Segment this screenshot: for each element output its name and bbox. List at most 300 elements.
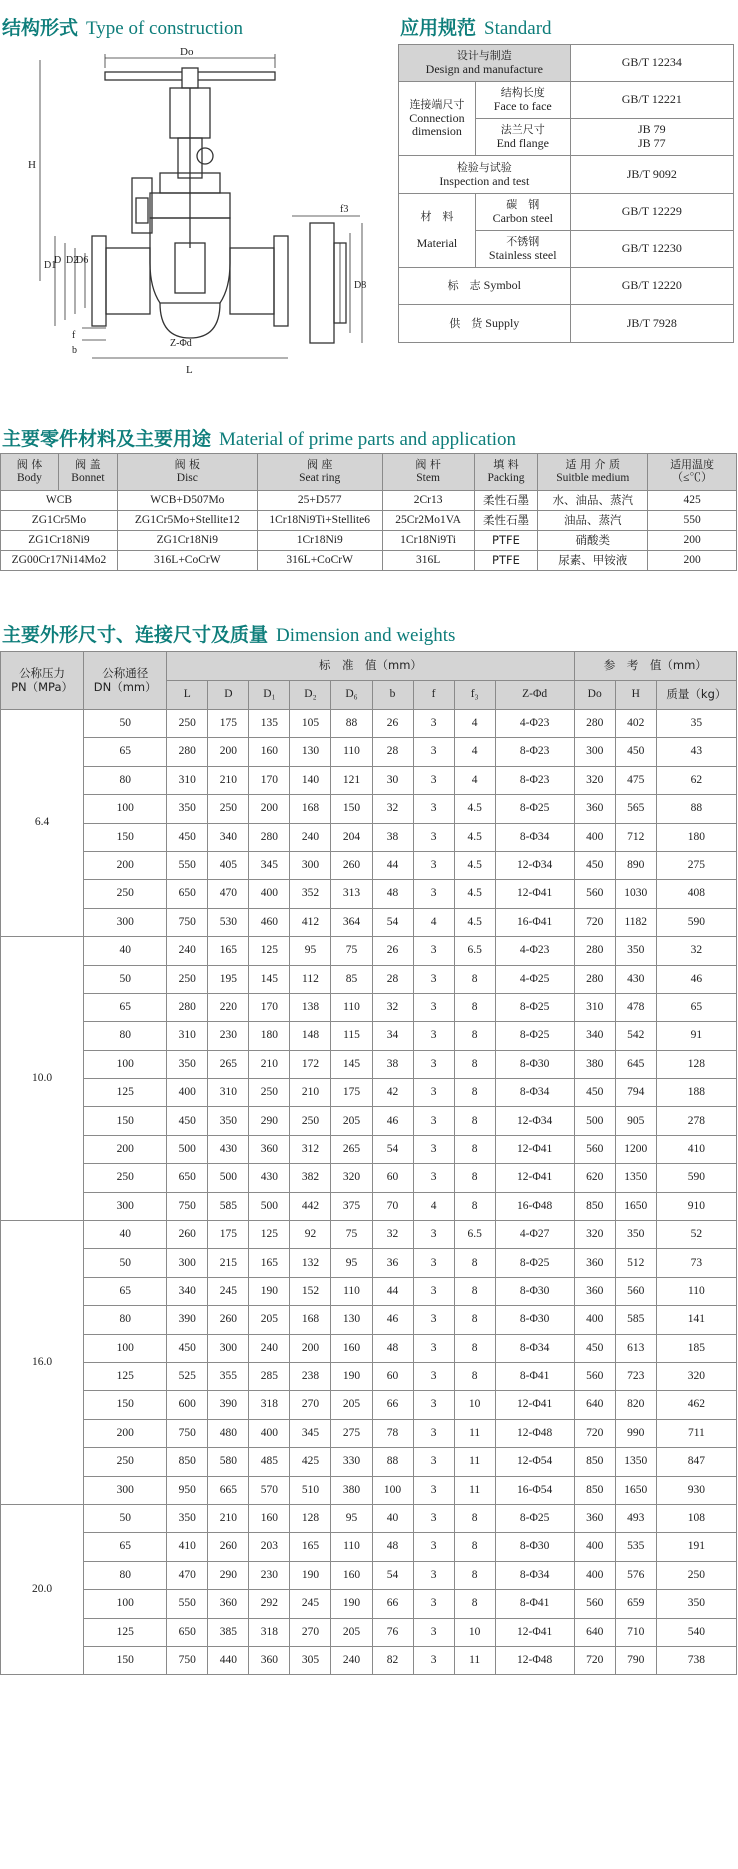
dimension-cell: 3 <box>413 1561 454 1589</box>
pn-cell: 20.0 <box>1 1504 84 1674</box>
dimension-cell: 88 <box>656 795 736 823</box>
material-cn: 材 料 <box>420 209 454 223</box>
dimension-cell: 12-Φ41 <box>495 1391 574 1419</box>
connection-en1: Connection <box>409 110 465 125</box>
dimension-row <box>1 1164 737 1192</box>
dimension-cell: 250 <box>84 1448 167 1476</box>
dimension-cell: 1650 <box>615 1192 656 1220</box>
material-heading-en: Material of prime parts and application <box>219 429 517 450</box>
dimension-cell: 275 <box>331 1419 372 1447</box>
dimension-cell: 150 <box>84 1391 167 1419</box>
dimension-cell: 8 <box>454 1164 495 1192</box>
dimension-cell: 310 <box>208 1079 249 1107</box>
material-cell-packing: PTFE <box>474 551 538 571</box>
material-cell-disc: ZG1Cr5Mo+Stellite12 <box>117 511 257 531</box>
dimension-cell: 8 <box>454 1533 495 1561</box>
dimension-cell: 410 <box>167 1533 208 1561</box>
standard-heading-en: Standard <box>484 18 552 39</box>
material-header-en: （≤℃） <box>671 472 713 484</box>
dimension-cell: 318 <box>249 1618 290 1646</box>
dimension-cell: 3 <box>413 937 454 965</box>
dimension-cell: 3 <box>413 1533 454 1561</box>
material-header-cell <box>538 454 648 491</box>
dimension-cell: 560 <box>574 1362 615 1390</box>
dimension-cell: 950 <box>167 1476 208 1504</box>
material-cell-body-bonnet: ZG00Cr17Ni14Mo2 <box>1 551 118 571</box>
dimension-cell: 180 <box>249 1022 290 1050</box>
inspection-cn: 检验与试验 <box>456 160 512 174</box>
dimension-cell: 4 <box>454 766 495 794</box>
dimension-cell: 245 <box>208 1277 249 1305</box>
dimension-cell: 1030 <box>615 880 656 908</box>
dimension-cell: 4.5 <box>454 908 495 936</box>
dimension-cell: 100 <box>372 1476 413 1504</box>
dimension-cell: 125 <box>84 1079 167 1107</box>
dimension-cell: 160 <box>331 1561 372 1589</box>
dimension-cell: 542 <box>615 1022 656 1050</box>
dimension-cell: 8-Φ25 <box>495 993 574 1021</box>
dimension-cell: 8-Φ23 <box>495 766 574 794</box>
material-header-cell <box>648 454 737 491</box>
dimension-cell: 140 <box>290 766 331 794</box>
dimension-cell: 128 <box>290 1504 331 1532</box>
construction-heading-cn: 结构形式 <box>2 17 79 39</box>
dimension-cell: 1182 <box>615 908 656 936</box>
column-header: 质量（kg） <box>656 681 736 710</box>
dimension-cell: 712 <box>615 823 656 851</box>
dimension-cell: 73 <box>656 1249 736 1277</box>
dimension-row <box>1 1533 737 1561</box>
dimension-cell: 4.5 <box>454 880 495 908</box>
dimension-cell: 320 <box>574 1221 615 1249</box>
dimension-cell: 265 <box>208 1050 249 1078</box>
dimension-cell: 408 <box>656 880 736 908</box>
dimension-cell: 292 <box>249 1590 290 1618</box>
dimension-cell: 11 <box>454 1448 495 1476</box>
dimension-row <box>1 1590 737 1618</box>
dimension-cell: 478 <box>615 993 656 1021</box>
dimension-cell: 12-Φ34 <box>495 851 574 879</box>
dimension-table <box>0 651 737 1675</box>
dimension-cell: 28 <box>372 965 413 993</box>
label-d6: D6 <box>76 255 89 266</box>
dimension-cell: 1350 <box>615 1164 656 1192</box>
dimension-cell: 305 <box>290 1646 331 1674</box>
dimension-cell: 375 <box>331 1192 372 1220</box>
dimension-cell: 4 <box>454 738 495 766</box>
construction-heading-en: Type of construction <box>86 18 243 39</box>
dimension-cell: 405 <box>208 851 249 879</box>
dimension-cell: 330 <box>331 1448 372 1476</box>
dimension-cell: 3 <box>413 993 454 1021</box>
supply-cell <box>399 305 571 343</box>
dimension-cell: 350 <box>167 795 208 823</box>
dimension-cell: 12-Φ41 <box>495 880 574 908</box>
dimension-cell: 128 <box>656 1050 736 1078</box>
material-cell-disc: 316L+CoCrW <box>117 551 257 571</box>
dimension-cell: 265 <box>331 1135 372 1163</box>
dimension-cell: 3 <box>413 823 454 851</box>
dimension-cell: 66 <box>372 1590 413 1618</box>
dimension-cell: 350 <box>167 1504 208 1532</box>
dimension-cell: 390 <box>208 1391 249 1419</box>
dimension-cell: 285 <box>249 1362 290 1390</box>
dimension-cell: 8 <box>454 993 495 1021</box>
dimension-cell: 930 <box>656 1476 736 1504</box>
dimension-row <box>1 1192 737 1220</box>
dimension-cell: 580 <box>208 1448 249 1476</box>
dimension-cell: 8 <box>454 1334 495 1362</box>
dimension-cell: 203 <box>249 1533 290 1561</box>
dimension-row <box>1 1618 737 1646</box>
dimension-cell: 125 <box>249 937 290 965</box>
dimension-cell: 3 <box>413 1476 454 1504</box>
design-cn: 设计与制造 <box>456 49 512 63</box>
dimension-cell: 650 <box>167 1618 208 1646</box>
dimension-cell: 200 <box>249 795 290 823</box>
dimension-cell: 480 <box>208 1419 249 1447</box>
dimension-cell: 205 <box>249 1306 290 1334</box>
dimension-cell: 54 <box>372 1135 413 1163</box>
dimension-cell: 535 <box>615 1533 656 1561</box>
dimension-cell: 3 <box>413 1448 454 1476</box>
dimension-cell: 352 <box>290 880 331 908</box>
dimension-cell: 50 <box>84 965 167 993</box>
dimension-cell: 240 <box>290 823 331 851</box>
dimension-cell: 512 <box>615 1249 656 1277</box>
dimension-cell: 300 <box>84 908 167 936</box>
dimension-cell: 205 <box>331 1391 372 1419</box>
dimension-cell: 3 <box>413 1306 454 1334</box>
dimension-cell: 8 <box>454 965 495 993</box>
dimension-cell: 890 <box>615 851 656 879</box>
dimension-cell: 402 <box>615 710 656 738</box>
dimension-cell: 550 <box>167 851 208 879</box>
dimension-cell: 847 <box>656 1448 736 1476</box>
dimension-cell: 12-Φ34 <box>495 1107 574 1135</box>
pn-cell: 10.0 <box>1 937 84 1221</box>
dimension-cell: 720 <box>574 1646 615 1674</box>
inspection-en: Inspection and test <box>439 173 530 188</box>
material-row <box>1 551 737 571</box>
dimension-cell: 188 <box>656 1079 736 1107</box>
dimension-cell: 38 <box>372 1050 413 1078</box>
dimension-cell: 640 <box>574 1391 615 1419</box>
dimension-cell: 70 <box>372 1192 413 1220</box>
dimension-cell: 8 <box>454 1022 495 1050</box>
dimension-cell: 442 <box>290 1192 331 1220</box>
dimension-cell: 138 <box>290 993 331 1021</box>
dimension-cell: 150 <box>84 1646 167 1674</box>
dimension-cell: 6.5 <box>454 1221 495 1249</box>
dimension-cell: 48 <box>372 1334 413 1362</box>
dimension-cell: 360 <box>249 1646 290 1674</box>
dimension-cell: 200 <box>208 738 249 766</box>
dimension-cell: 400 <box>574 1533 615 1561</box>
dimension-cell: 95 <box>331 1249 372 1277</box>
face-cell <box>475 82 570 119</box>
dimension-cell: 60 <box>372 1164 413 1192</box>
dimension-row <box>1 1646 737 1674</box>
dimension-cell: 350 <box>656 1590 736 1618</box>
dimension-cell: 1650 <box>615 1476 656 1504</box>
face-value: GB/T 12221 <box>570 82 733 119</box>
dimension-cell: 4-Φ25 <box>495 965 574 993</box>
dimension-cell: 190 <box>249 1277 290 1305</box>
pn-header <box>1 652 84 710</box>
dimension-cell: 82 <box>372 1646 413 1674</box>
standard-row-design <box>399 45 734 82</box>
dimension-cell: 320 <box>656 1362 736 1390</box>
reference-value-header: 参 考 值（mm） <box>574 652 736 681</box>
material-cell-medium: 硝酸类 <box>538 531 648 551</box>
dimension-cell: 280 <box>574 710 615 738</box>
dimension-cell: 110 <box>331 738 372 766</box>
dimension-cell: 210 <box>249 1050 290 1078</box>
dimension-cell: 345 <box>249 851 290 879</box>
design-cell <box>399 45 571 82</box>
dimension-cell: 385 <box>208 1618 249 1646</box>
dimension-cell: 590 <box>656 908 736 936</box>
material-header-cn: 适 用 介 质 <box>565 457 621 471</box>
dimension-cell: 50 <box>84 1249 167 1277</box>
dimension-cell: 364 <box>331 908 372 936</box>
symbol-value: GB/T 12220 <box>570 268 733 305</box>
dimension-cell: 850 <box>574 1476 615 1504</box>
dimension-cell: 34 <box>372 1022 413 1050</box>
standard-row-carbon <box>399 194 734 231</box>
standard-row-face <box>399 82 734 119</box>
material-header-cell <box>1 454 59 491</box>
dimension-cell: 10 <box>454 1618 495 1646</box>
dimension-cell: 250 <box>84 880 167 908</box>
dimension-cell: 250 <box>167 710 208 738</box>
dimension-cell: 16-Φ48 <box>495 1192 574 1220</box>
dimension-cell: 430 <box>249 1164 290 1192</box>
dimension-cell: 52 <box>656 1221 736 1249</box>
dimension-cell: 12-Φ41 <box>495 1618 574 1646</box>
material-header-en: Packing <box>487 472 525 484</box>
dimension-cell: 794 <box>615 1079 656 1107</box>
dimension-cell: 44 <box>372 1277 413 1305</box>
dimension-cell: 3 <box>413 1419 454 1447</box>
material-cell-seat: 316L+CoCrW <box>257 551 382 571</box>
flange-en: End flange <box>496 136 549 150</box>
dimension-cell: 750 <box>167 1192 208 1220</box>
dimension-cell: 4-Φ23 <box>495 937 574 965</box>
dimension-cell: 462 <box>656 1391 736 1419</box>
dimension-cell: 16-Φ41 <box>495 908 574 936</box>
dimension-cell: 175 <box>331 1079 372 1107</box>
dimension-cell: 85 <box>331 965 372 993</box>
label-do: Do <box>180 48 194 58</box>
dimension-cell: 250 <box>656 1561 736 1589</box>
dimension-cell: 88 <box>331 710 372 738</box>
supply-en: Supply <box>485 315 520 330</box>
dimension-cell: 3 <box>413 1107 454 1135</box>
dimension-cell: 100 <box>84 1590 167 1618</box>
dimension-cell: 8-Φ25 <box>495 795 574 823</box>
label-f: f <box>72 330 76 341</box>
dimension-cell: 95 <box>331 1504 372 1532</box>
dimension-cell: 11 <box>454 1476 495 1504</box>
dimension-cell: 560 <box>615 1277 656 1305</box>
dimension-cell: 8-Φ41 <box>495 1362 574 1390</box>
dimension-cell: 500 <box>249 1192 290 1220</box>
dimension-cell: 3 <box>413 795 454 823</box>
material-cell-packing: 柔性石墨 <box>474 491 538 511</box>
dimension-row <box>1 823 737 851</box>
dimension-cell: 430 <box>615 965 656 993</box>
dimension-cell: 280 <box>167 993 208 1021</box>
standard-row-symbol <box>399 268 734 305</box>
dimension-cell: 645 <box>615 1050 656 1078</box>
dimension-cell: 204 <box>331 823 372 851</box>
dimension-cell: 650 <box>167 880 208 908</box>
inspection-cell <box>399 156 571 194</box>
material-row <box>1 531 737 551</box>
dimension-cell: 200 <box>84 1135 167 1163</box>
connection-en2: dimension <box>411 124 462 139</box>
dimension-cell: 750 <box>167 908 208 936</box>
dimension-cell: 175 <box>208 1221 249 1249</box>
material-cell <box>399 194 476 268</box>
dimension-cell: 65 <box>84 1533 167 1561</box>
dimension-cell: 310 <box>167 1022 208 1050</box>
dimension-cell: 3 <box>413 1050 454 1078</box>
dimension-cell: 121 <box>331 766 372 794</box>
dimension-cell: 65 <box>84 1277 167 1305</box>
material-cell-stem: 1Cr18Ni9Ti <box>382 531 474 551</box>
dimension-cell: 475 <box>615 766 656 794</box>
dimension-cell: 350 <box>208 1107 249 1135</box>
dimension-cell: 92 <box>290 1221 331 1249</box>
dimension-cell: 168 <box>290 795 331 823</box>
dimension-cell: 650 <box>167 1164 208 1192</box>
dimension-cell: 400 <box>574 1306 615 1334</box>
dimension-cell: 135 <box>249 710 290 738</box>
dimension-cell: 110 <box>331 1277 372 1305</box>
dimension-cell: 8 <box>454 1192 495 1220</box>
dimension-cell: 205 <box>331 1107 372 1135</box>
dimension-header-row <box>1 652 737 681</box>
dimension-cell: 125 <box>84 1362 167 1390</box>
dimension-cell: 4.5 <box>454 851 495 879</box>
dimension-row <box>1 1476 737 1504</box>
dimension-cell: 3 <box>413 1334 454 1362</box>
dimension-cell: 450 <box>574 1334 615 1362</box>
dimension-cell: 340 <box>167 1277 208 1305</box>
dimension-row <box>1 1419 737 1447</box>
label-d1: D1 <box>44 260 57 271</box>
dimension-cell: 200 <box>84 851 167 879</box>
dimension-cell: 500 <box>167 1135 208 1163</box>
dimension-cell: 160 <box>249 738 290 766</box>
dimension-cell: 560 <box>574 1590 615 1618</box>
dimension-cell: 172 <box>290 1050 331 1078</box>
dimension-cell: 450 <box>167 823 208 851</box>
dimension-cell: 450 <box>167 1107 208 1135</box>
dimension-cell: 130 <box>331 1306 372 1334</box>
dimension-cell: 108 <box>656 1504 736 1532</box>
carbon-en: Carbon steel <box>492 211 553 225</box>
dimension-cell: 44 <box>372 851 413 879</box>
dimension-cell: 12-Φ48 <box>495 1646 574 1674</box>
dimension-cell: 576 <box>615 1561 656 1589</box>
material-header-en: Stem <box>416 472 440 484</box>
dimension-row <box>1 880 737 908</box>
dimension-cell: 280 <box>574 965 615 993</box>
dimension-cell: 723 <box>615 1362 656 1390</box>
material-cell-packing: 柔性石墨 <box>474 511 538 531</box>
dimension-cell: 152 <box>290 1277 331 1305</box>
material-cell-body-bonnet: WCB <box>1 491 118 511</box>
material-cell-disc: WCB+D507Mo <box>117 491 257 511</box>
material-header-cn: 阀 杆 <box>415 457 441 471</box>
dimension-cell: 300 <box>208 1334 249 1362</box>
material-header-en: Bonnet <box>71 472 105 484</box>
material-cell-body-bonnet: ZG1Cr18Ni9 <box>1 531 118 551</box>
dimension-cell: 110 <box>331 993 372 1021</box>
label-b: b <box>72 345 77 356</box>
dimension-cell: 12-Φ41 <box>495 1135 574 1163</box>
column-header: b <box>372 681 413 710</box>
dimension-cell: 8-Φ30 <box>495 1277 574 1305</box>
dimension-cell: 50 <box>84 710 167 738</box>
dimension-cell: 3 <box>413 1022 454 1050</box>
dimension-cell: 115 <box>331 1022 372 1050</box>
dimension-cell: 382 <box>290 1164 331 1192</box>
material-header-cn: 填 料 <box>493 457 519 471</box>
dimension-cell: 4.5 <box>454 823 495 851</box>
dimension-cell: 270 <box>290 1391 331 1419</box>
dimension-row <box>1 1277 737 1305</box>
dimension-cell: 80 <box>84 766 167 794</box>
dimension-cell: 530 <box>208 908 249 936</box>
dimension-cell: 500 <box>208 1164 249 1192</box>
dimension-cell: 215 <box>208 1249 249 1277</box>
dimension-cell: 380 <box>331 1476 372 1504</box>
dimension-cell: 160 <box>331 1334 372 1362</box>
dimension-cell: 75 <box>331 937 372 965</box>
dimension-cell: 3 <box>413 1135 454 1163</box>
dimension-row <box>1 1050 737 1078</box>
dimension-cell: 125 <box>84 1618 167 1646</box>
dimension-cell: 38 <box>372 823 413 851</box>
dimension-cell: 585 <box>615 1306 656 1334</box>
dimension-cell: 430 <box>208 1135 249 1163</box>
stainless-cn: 不锈钢 <box>506 235 540 249</box>
carbon-cn: 碳 钢 <box>506 198 540 212</box>
dimension-cell: 76 <box>372 1618 413 1646</box>
dimension-cell: 180 <box>656 823 736 851</box>
standard-heading-cn: 应用规范 <box>400 17 477 39</box>
dimension-cell: 205 <box>331 1618 372 1646</box>
dimension-row <box>1 1221 737 1249</box>
dimension-cell: 250 <box>290 1107 331 1135</box>
material-header-en: Seat ring <box>299 472 341 484</box>
dimension-cell: 280 <box>249 823 290 851</box>
dimension-cell: 360 <box>574 1504 615 1532</box>
material-header-en: Disc <box>176 472 198 484</box>
dimension-cell: 990 <box>615 1419 656 1447</box>
dimension-cell: 32 <box>372 993 413 1021</box>
dimension-cell: 4 <box>454 710 495 738</box>
dimension-cell: 4-Φ23 <box>495 710 574 738</box>
dimension-cell: 3 <box>413 1362 454 1390</box>
dimension-cell: 8 <box>454 1504 495 1532</box>
dimension-cell: 160 <box>249 1504 290 1532</box>
